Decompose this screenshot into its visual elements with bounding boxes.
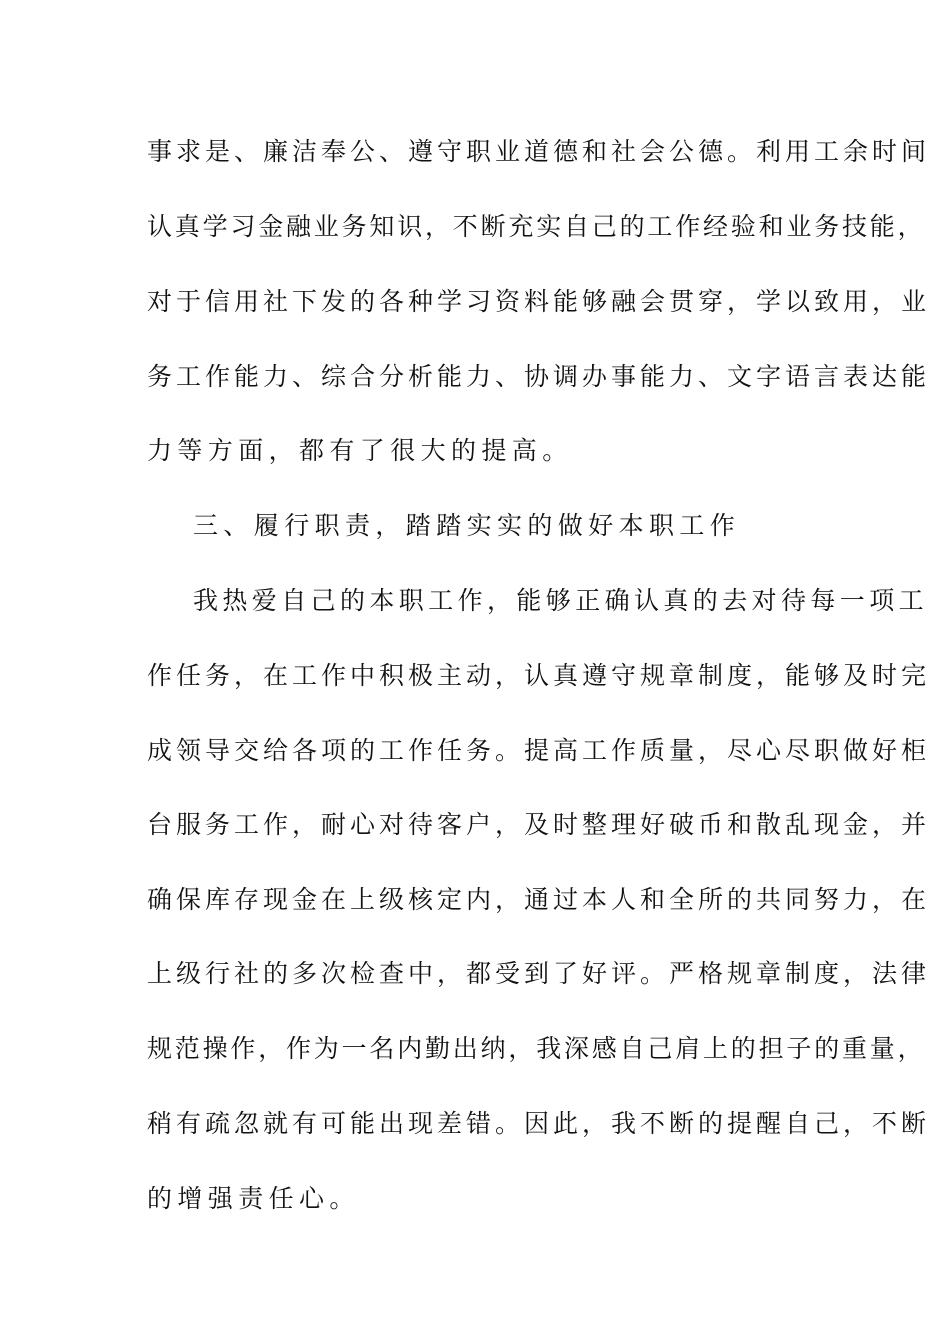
- section-heading: 三、履行职责，踏踏实实的做好本职工作: [193, 511, 741, 540]
- paragraph-line: 作任务，在工作中积极主动，认真遵守规章制度，能够及时完: [147, 661, 931, 690]
- paragraph-line: 力等方面，都有了很大的提高。: [147, 436, 573, 465]
- paragraph-line: 稍有疏忽就有可能出现差错。因此，我不断的提醒自己，不断: [147, 1109, 931, 1138]
- paragraph-line: 对于信用社下发的各种学习资料能够融会贯穿，学以致用，业: [147, 287, 931, 316]
- paragraph-line: 上级行社的多次检查中，都受到了好评。严格规章制度，法律: [147, 959, 931, 988]
- paragraph-line: 的增强责任心。: [147, 1184, 360, 1213]
- paragraph-line: 台服务工作，耐心对待客户，及时整理好破币和散乱现金，并: [147, 810, 931, 839]
- paragraph-line: 我热爱自己的本职工作，能够正确认真的去对待每一项工: [193, 586, 929, 615]
- paragraph-line: 务工作能力、综合分析能力、协调办事能力、文字语言表达能: [147, 362, 931, 391]
- paragraph-line: 确保库存现金在上级核定内，通过本人和全所的共同努力，在: [147, 885, 931, 914]
- paragraph-line: 规范操作，作为一名内勤出纳，我深感自己肩上的担子的重量，: [147, 1034, 926, 1063]
- paragraph-line: 事求是、廉洁奉公、遵守职业道德和社会公德。利用工余时间: [147, 137, 931, 166]
- paragraph-line: 成领导交给各项的工作任务。提高工作质量，尽心尽职做好柜: [147, 736, 931, 765]
- paragraph-line: 认真学习金融业务知识，不断充实自己的工作经验和业务技能，: [147, 212, 926, 241]
